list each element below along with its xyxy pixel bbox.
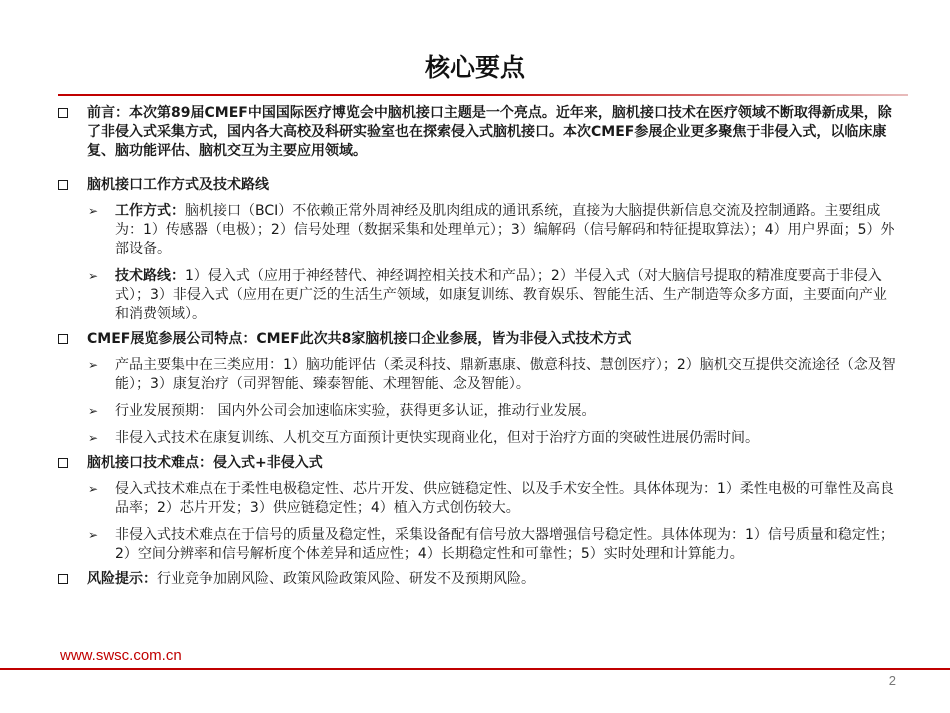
- item-lead: 工作方式：: [115, 203, 185, 219]
- square-bullet-icon: [58, 458, 68, 468]
- arrow-bullet-icon: ➢: [88, 358, 99, 372]
- footer-divider: [0, 668, 950, 670]
- item-text: 脑机接口（BCI）不依赖正常外周神经及肌肉组成的通讯系统，直接为大脑提供新信息交流及控制通路。主要组成为：1）传感器（电极）；2）信号处理（数据采集和处理单元）；3）编解码（信号解码和特征提取算法）；4）用户界面；5）外部设备。: [115, 203, 895, 257]
- section-technical-difficulties: [58, 454, 898, 473]
- section-working-mode: [58, 176, 898, 195]
- arrow-bullet-icon: ➢: [88, 431, 99, 445]
- arrow-bullet-icon: ➢: [88, 204, 99, 218]
- footer-url: www.swsc.com.cn: [60, 647, 182, 664]
- arrow-bullet-icon: ➢: [88, 269, 99, 283]
- main-content: [58, 104, 898, 604]
- title-divider: [58, 94, 908, 96]
- page-number: 2: [888, 673, 896, 688]
- item-text: 行业发展预期： 国内外公司会加速临床实验，获得更多认证，推动行业发展。: [115, 403, 596, 419]
- risk-detail: 行业竞争加剧风险、政策风险政策风险、研发不及预期风险。: [157, 571, 535, 587]
- section-preface: [58, 104, 898, 161]
- page-title: 核心要点: [424, 53, 525, 82]
- arrow-bullet-icon: ➢: [88, 482, 99, 496]
- square-bullet-icon: [58, 180, 68, 190]
- list-item: [88, 267, 898, 324]
- section-label: 风险提示：: [87, 571, 157, 587]
- list-item: [88, 202, 898, 259]
- list-item: [88, 526, 898, 564]
- section-label: CMEF展览参展公司特点：CMEF此次共8家脑机接口企业参展，皆为非侵入式技术方式: [87, 331, 632, 347]
- list-item: [88, 429, 898, 448]
- section-risk-warning: [58, 570, 898, 589]
- section-label: 脑机接口技术难点：侵入式+非侵入式: [87, 455, 323, 471]
- square-bullet-icon: [58, 334, 68, 344]
- item-text: 非侵入式技术在康复训练、人机交互方面预计更快实现商业化，但对于治疗方面的突破性进展仍需时间。: [115, 430, 759, 446]
- list-item: [88, 356, 898, 394]
- list-item: [88, 480, 898, 518]
- section-label: 前言：本次第89届CMEF中国国际医疗博览会中脑机接口主题是一个亮点。近年来，脑机接口技术在医疗领域不断取得新成果，除了非侵入式采集方式，国内各大高校及科研实验室也在探索侵入式脑机接口。本次CMEF参展企业更多聚焦于非侵入式，以临床康复、脑功能评估、脑机交互为主要应用领域。: [87, 105, 892, 159]
- square-bullet-icon: [58, 108, 68, 118]
- arrow-bullet-icon: ➢: [88, 404, 99, 418]
- item-text: 1）侵入式（应用于神经替代、神经调控相关技术和产品）；2）半侵入式（对大脑信号提取的精准度要高于非侵入式）；3）非侵入式（应用在更广泛的生活生产领域，如康复训练、教育娱乐、智能生活、生产制造等众多方面，主要面向产业和消费领域）。: [115, 268, 887, 322]
- square-bullet-icon: [58, 574, 68, 584]
- section-label: 脑机接口工作方式及技术路线: [87, 177, 269, 193]
- section-cmef-exhibitors: [58, 330, 898, 349]
- item-text: 产品主要集中在三类应用：1）脑功能评估（柔灵科技、鼎新惠康、傲意科技、慧创医疗）；2）脑机交互提供交流途径（念及智能）；3）康复治疗（司羿智能、臻泰智能、术理智能、念及智能）。: [115, 357, 896, 392]
- arrow-bullet-icon: ➢: [88, 528, 99, 542]
- item-lead: 技术路线：: [115, 268, 185, 284]
- item-text: 非侵入式技术难点在于信号的质量及稳定性，采集设备配有信号放大器增强信号稳定性。具体体现为：1）信号质量和稳定性；2）空间分辨率和信号解析度个体差异和适应性；4）长期稳定性和可靠性；5）实时处理和计算能力。: [115, 527, 894, 562]
- item-text: 侵入式技术难点在于柔性电极稳定性、芯片开发、供应链稳定性、以及手术安全性。具体体现为：1）柔性电极的可靠性及高良品率；2）芯片开发；3）供应链稳定性；4）植入方式创伤较大。: [115, 481, 894, 516]
- list-item: [88, 402, 898, 421]
